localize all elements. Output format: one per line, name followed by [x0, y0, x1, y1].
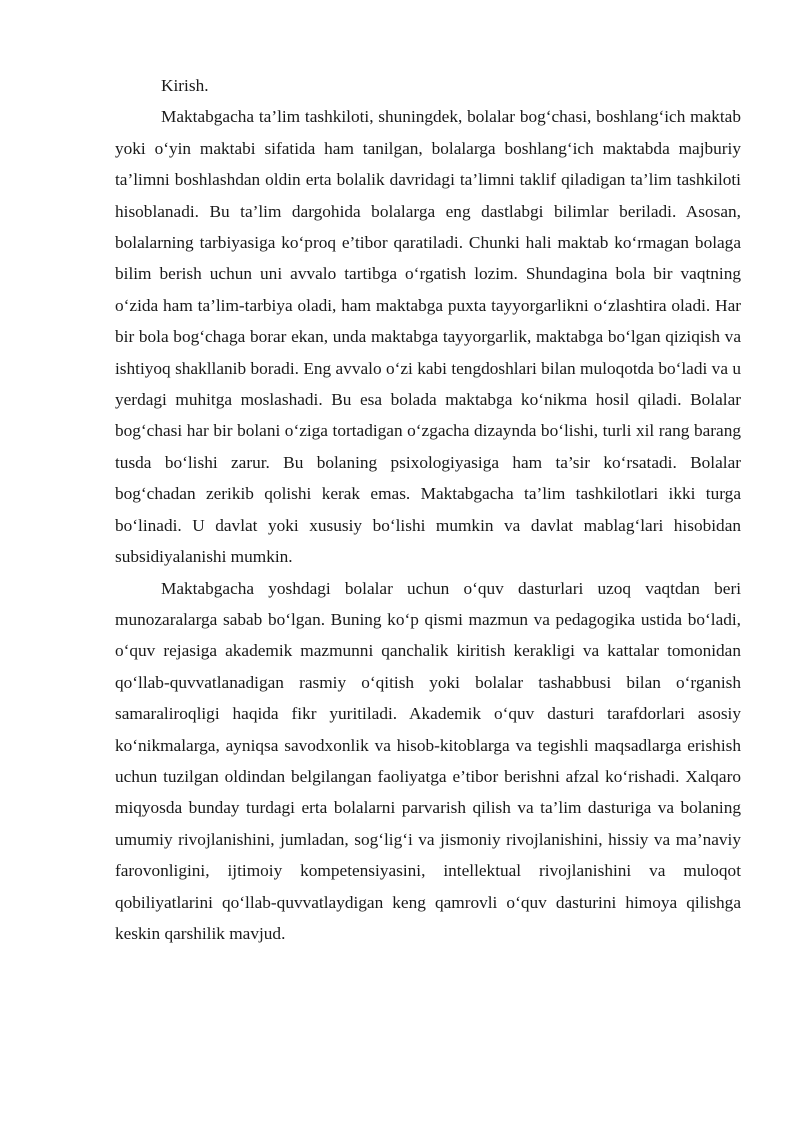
section-heading: Kirish. [161, 76, 209, 95]
document-page [115, 70, 741, 949]
paragraph-2: Maktabgacha yoshdagi bolalar uchun o‘quv dasturlari uzoq vaqtdan beri munozaralarga sabab bo‘lgan. Buning ko‘p qismi mazmun va pedagogika ustida bo‘ladi, o‘quv rejasiga akademik mazmunni qanchalik kiritish kerakligi va kattalar tomonidan qo‘llab-quvvatlanadigan rasmiy o‘qitish yoki bolalar tashabbusi bilan o‘rganish samaraliroqligi haqida fikr yuritiladi. Akademik o‘quv dasturi tarafdorlari asosiy ko‘nikmalarga, ayniqsa savodxonlik va hisob-kitoblarga va tegishli maqsadlarga erishish uchun tuzilgan oldindan belgilangan faoliyatga e’tibor berishni afzal ko‘rishadi. Xalqaro miqyosda bunday turdagi erta bolalarni parvarish qilish va ta’lim dasturiga va bolaning umumiy rivojlanishini, jumladan, sog‘lig‘i va jismoniy rivojlanishini, hissiy va ma’naviy farovonligini, ijtimoiy kompetensiyasini, intellektual rivojlanishini va muloqot qobiliyatlarini qo‘llab-quvvatlaydigan keng qamrovli o‘quv dasturini himoya qilishga keskin qarshilik mavjud. [115, 578, 741, 943]
paragraph-1: Maktabgacha ta’lim tashkiloti, shuningdek, bolalar bog‘chasi, boshlang‘ich maktab yoki o‘yin maktabi sifatida ham tanilgan, bolalarga boshlang‘ich maktabda majburiy ta’limni boshlashdan oldin erta bolalik davridagi ta’limni taklif qiladigan ta’lim tashkiloti hisoblanadi. Bu ta’lim dargohida bolalarga eng dastlabgi bilimlar beriladi. Asosan, bolalarning tarbiyasiga ko‘proq e’tibor qaratiladi. Chunki hali maktab ko‘rmagan bolaga bilim berish uchun uni avvalo tartibga o‘rgatish lozim. Shundagina bola bir vaqtning o‘zida ham ta’lim-tarbiya oladi, ham maktabga puxta tayyorgarlikni o‘zlashtira oladi. Har bir bola bog‘chaga borar ekan, unda maktabga tayyorgarlik, maktabga bo‘lgan qiziqish va ishtiyoq shakllanib boradi. Eng avvalo o‘zi kabi tengdoshlari bilan muloqotda bo‘ladi va u yerdagi muhitga moslashadi. Bu esa bolada maktabga ko‘nikma hosil qiladi. Bolalar bog‘chasi har bir bolani o‘ziga tortadigan o‘zgacha dizaynda bo‘lishi, turli xil rang barang tusda bo‘lishi zarur. Bu bolaning psixologiyasiga ham ta’sir ko‘rsatadi. Bolalar bog‘chadan zerikib qolishi kerak emas. Maktabgacha ta’lim tashkilotlari ikki turga bo‘linadi. U davlat yoki xususiy bo‘lishi mumkin va davlat mablag‘lari hisobidan subsidiyalanishi mumkin. [115, 107, 741, 567]
